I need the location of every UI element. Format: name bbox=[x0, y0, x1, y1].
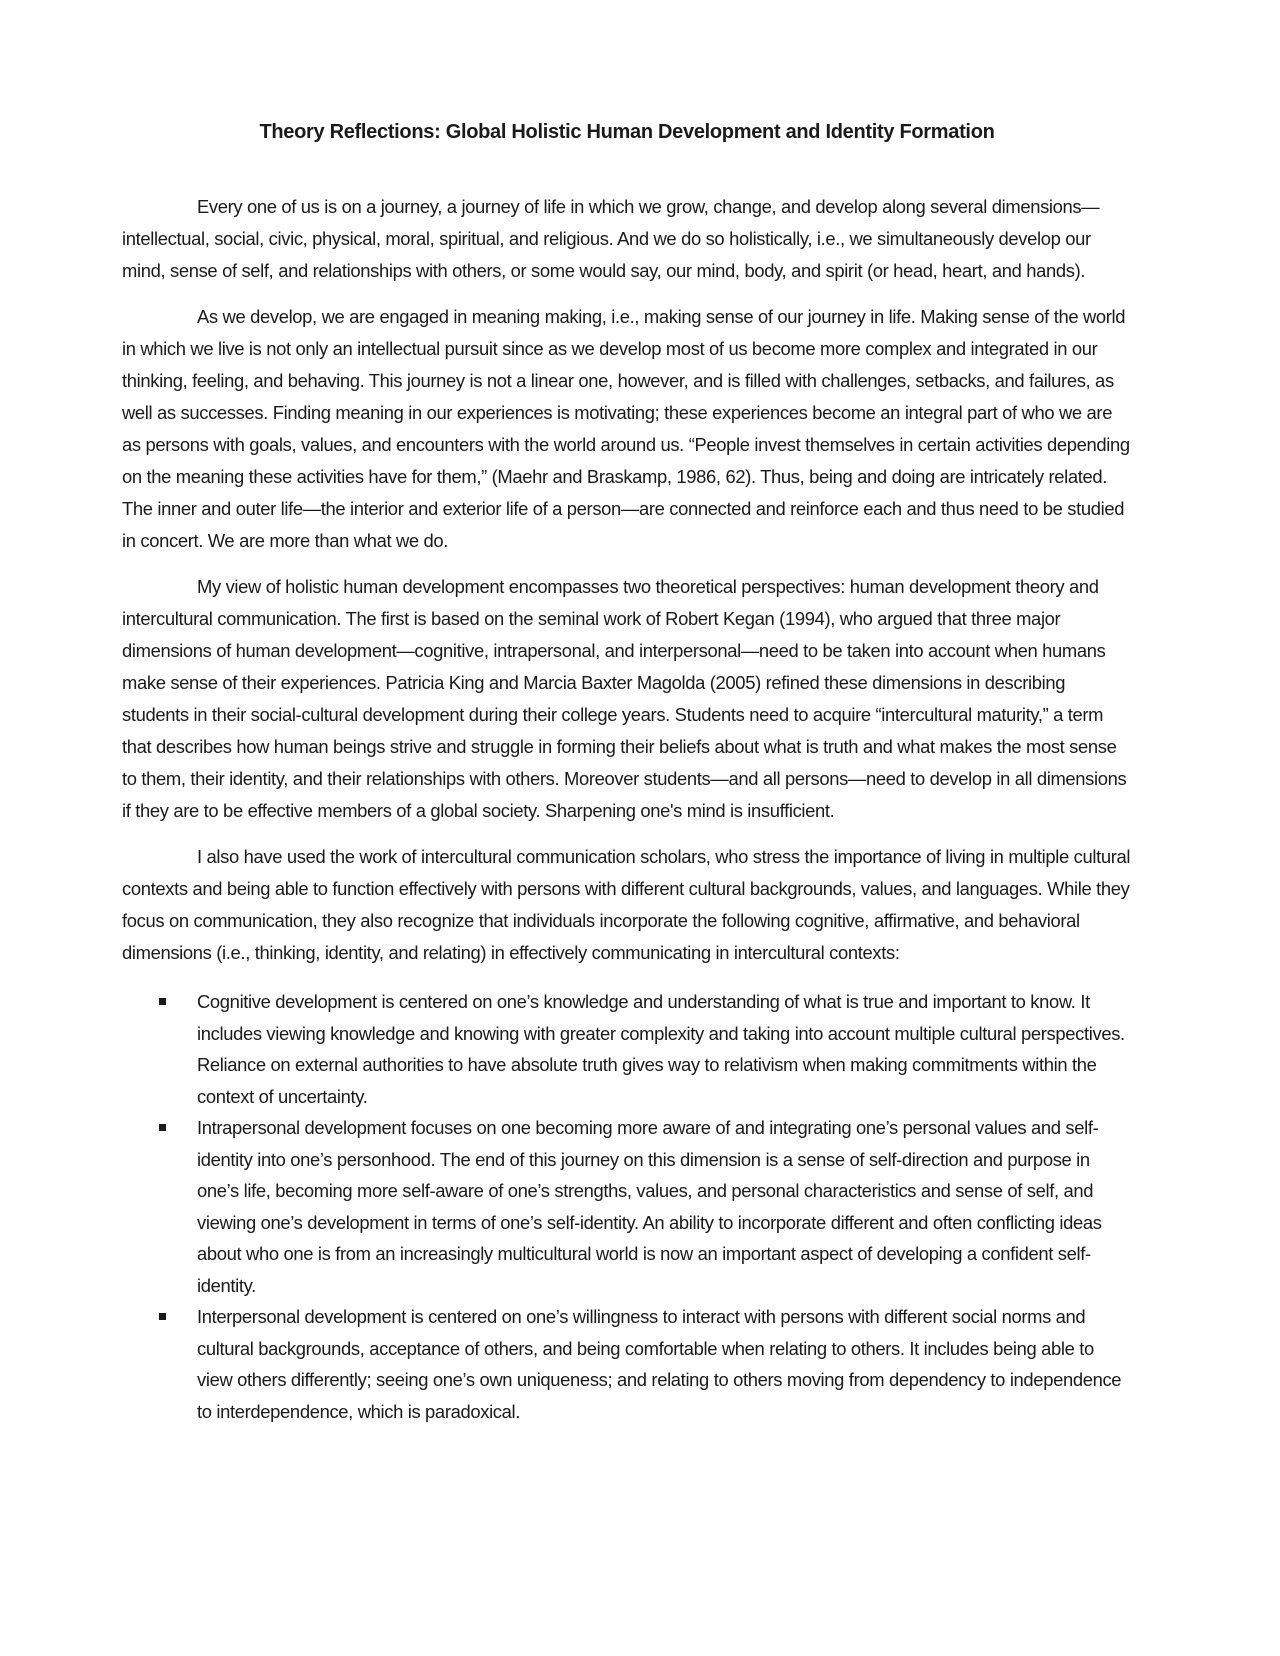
list-item-intrapersonal bbox=[122, 1112, 1132, 1301]
paragraph-theoretical-perspectives: My view of holistic human development encompasses two theoretical perspectives: human development theory and intercultural communication. The first is based on the seminal work of Robert Kegan (1994), who argued that three major dimensions of human development—cognitive, intrapersonal, and interpersonal—need to be taken into account when humans make sense of their experiences. Patricia King and Marcia Baxter Magolda (2005) refined these dimensions in describing students in their social-cultural development during their college years. Students need to acquire “intercultural maturity,” a term that describes how human beings strive and struggle in forming their beliefs about what is truth and what makes the most sense to them, their identity, and their relationships with others. Moreover students—and all persons—need to develop in all dimensions if they are to be effective members of a global society. Sharpening one's mind is insufficient. bbox=[122, 576, 1127, 821]
document-title: Theory Reflections: Global Holistic Human Development and Identity Formation bbox=[259, 121, 995, 143]
square-bullet-icon bbox=[159, 998, 166, 1005]
dimensions-list bbox=[122, 986, 1132, 1427]
list-item-interpersonal bbox=[122, 1301, 1132, 1427]
paragraph-intercultural-communication: I also have used the work of intercultural communication scholars, who stress the importance of living in multiple cultural contexts and being able to function effectively with persons with different cultural backgrounds, values, and languages. While they focus on communication, they also recognize that individuals incorporate the following cognitive, affirmative, and behavioral dimensions (i.e., thinking, identity, and relating) in effectively communicating in intercultural contexts: bbox=[122, 846, 1131, 963]
list-item-text: Interpersonal development is centered on one’s willingness to interact with persons with different social norms and cultural backgrounds, acceptance of others, and being comfortable when relating to others. It includes being able to view others differently; seeing one’s own uniqueness; and relating to others moving from dependency to independence to interdependence, which is paradoxical. bbox=[197, 1306, 1122, 1422]
square-bullet-icon bbox=[159, 1124, 166, 1131]
paragraph-journey: Every one of us is on a journey, a journey of life in which we grow, change, and develop along several dimensions—intellectual, social, civic, physical, moral, spiritual, and religious. And we do so holistically, i.e., we simultaneously develop our mind, sense of self, and relationships with others, or some would say, our mind, body, and spirit (or head, heart, and hands). bbox=[122, 196, 1100, 281]
document-page bbox=[122, 118, 1132, 1427]
list-item-text: Cognitive development is centered on one’s knowledge and understanding of what is true and important to know. It includes viewing knowledge and knowing with greater complexity and taking into account multiple cultural perspectives. Reliance on external authorities to have absolute truth gives way to relativism when making commitments within the context of uncertainty. bbox=[197, 991, 1125, 1107]
list-item-text: Intrapersonal development focuses on one becoming more aware of and integrating one’s personal values and self-identity into one’s personhood. The end of this journey on this dimension is a sense of self-direction and purpose in one’s life, becoming more self-aware of one’s strengths, values, and personal characteristics and sense of self, and viewing one’s development in terms of one’s self-identity. An ability to incorporate different and often conflicting ideas about who one is from an increasingly multicultural world is now an important aspect of developing a confident self-identity. bbox=[197, 1117, 1102, 1296]
square-bullet-icon bbox=[159, 1313, 166, 1320]
paragraph-meaning-making: As we develop, we are engaged in meaning making, i.e., making sense of our journey in life. Making sense of the world in which we live is not only an intellectual pursuit since as we develop most of us become more complex and integrated in our thinking, feeling, and behaving. This journey is not a linear one, however, and is filled with challenges, setbacks, and failures, as well as successes. Finding meaning in our experiences is motivating; these experiences become an integral part of who we are as persons with goals, values, and encounters with the world around us. “People invest themselves in certain activities depending on the meaning these activities have for them,” (Maehr and Braskamp, 1986, 62). Thus, being and doing are intricately related. The inner and outer life—the interior and exterior life of a person—are connected and reinforce each and thus need to be studied in concert. We are more than what we do. bbox=[122, 306, 1130, 551]
list-item-cognitive bbox=[122, 986, 1132, 1112]
